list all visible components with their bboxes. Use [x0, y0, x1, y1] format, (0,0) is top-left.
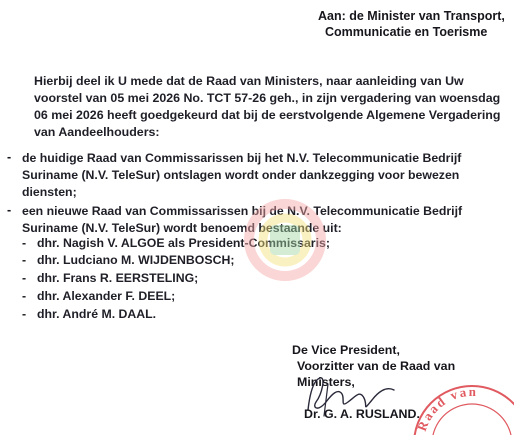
addressee-line-1: Aan: de Minister van Transport,: [318, 9, 505, 23]
official-seal: [402, 372, 514, 435]
member-item-5: dhr. André M. DAAL.: [37, 307, 157, 321]
bullet-dash-1: -: [7, 150, 12, 164]
member-item-3: dhr. Frans R. EERSTELING;: [37, 271, 199, 285]
decision-item-2: een nieuwe Raad van Commissarissen bij de N.V. Telecommunicatie Bedrijf Suriname (N.V. TeleSur) wordt benoemd bestaande uit:: [22, 204, 463, 235]
member-item-1: dhr. Nagish V. ALGOE als President-Commissaris;: [37, 236, 330, 250]
member-dash-1: -: [22, 236, 27, 250]
signoff-role: Voorzitter van de Raad van Ministers,: [297, 359, 456, 389]
signoff-title: De Vice President,: [292, 343, 400, 357]
addressee-line-2: Communicatie en Toerisme: [325, 25, 488, 39]
signature-stroke: [308, 378, 394, 410]
bullet-dash-2: -: [7, 203, 12, 217]
member-item-4: dhr. Alexander F. DEEL;: [37, 289, 176, 303]
intro-paragraph: Hierbij deel ik U mede dat de Raad van Ministers, naar aanleiding van Uw voorstel van 05 mei 2026 No. TCT 57-26 geh., in zijn vergadering van woensdag 06 mei 2026 heeft goedgekeurd dat bij de eerstvolgende Algemene Vergadering van Aandeelhouders:: [34, 74, 501, 139]
member-item-2: dhr. Ludciano M. WIJDENBOSCH;: [37, 253, 235, 267]
addressee-block: [303, 8, 508, 40]
signatory-name: Dr. G. A. RUSLAND.: [304, 407, 420, 421]
seal-text-path: Raad van: [414, 383, 479, 434]
member-dash-2: -: [22, 253, 27, 267]
seal-text: [414, 384, 478, 433]
decision-item-1: de huidige Raad van Commissarissen bij het N.V. Telecommunicatie Bedrijf Suriname (N.V. TeleSur) ontslagen wordt onder dankzegging voor bewezen diensten;: [22, 151, 462, 199]
member-dash-3: -: [22, 271, 27, 285]
member-dash-4: -: [22, 289, 27, 303]
member-dash-5: -: [22, 307, 27, 321]
